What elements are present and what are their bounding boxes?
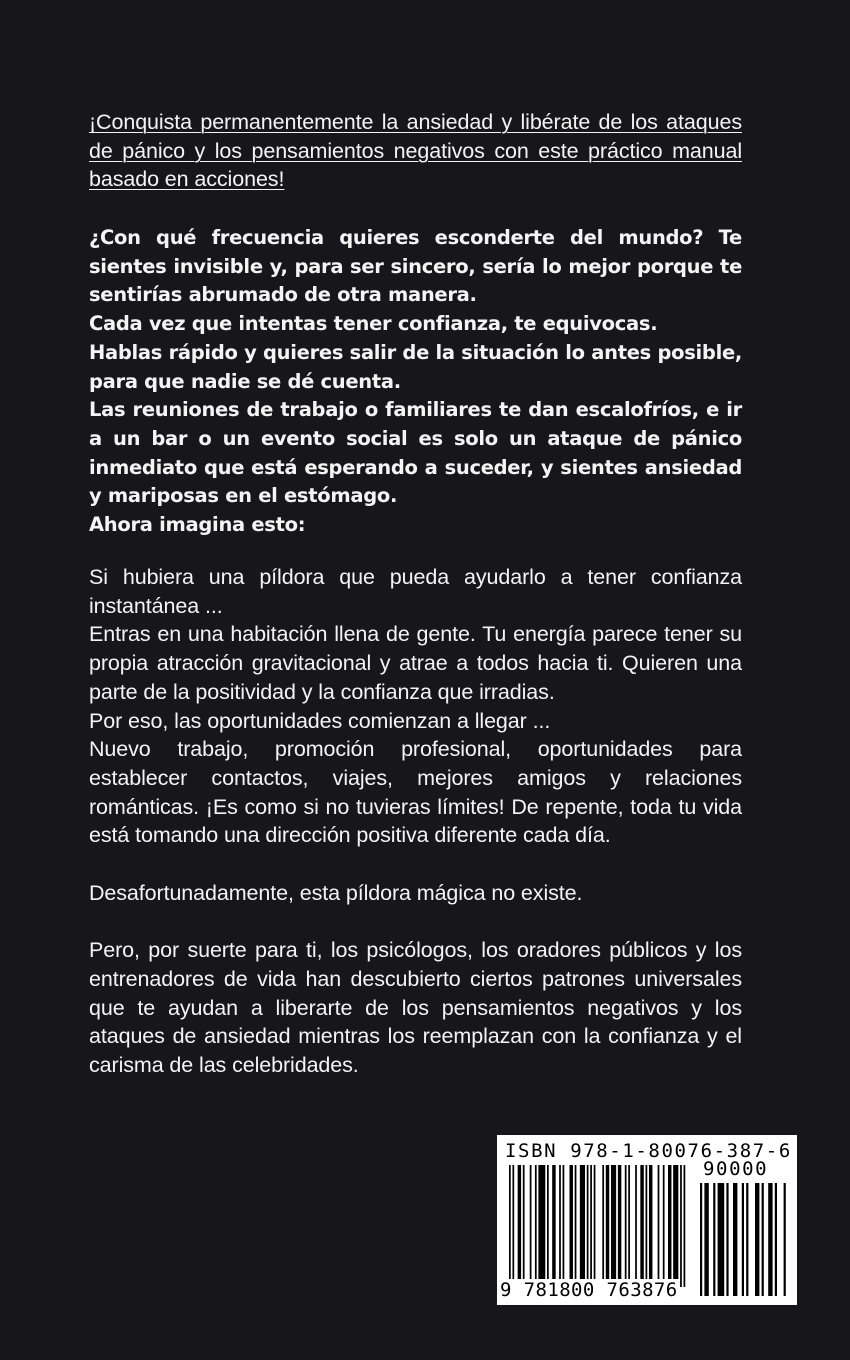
barcode-bar xyxy=(784,1183,786,1296)
body-paragraph: Por eso, las oportunidades comienzan a llegar ... xyxy=(89,708,551,733)
barcode-bar xyxy=(775,1183,777,1296)
barcode-bar xyxy=(602,1165,604,1287)
barcode-bar xyxy=(746,1183,748,1296)
barcode-bar xyxy=(559,1165,561,1287)
barcode-bar xyxy=(718,1183,725,1296)
barcode-bar xyxy=(590,1165,592,1287)
body-paragraph: Desafortunadamente, esta píldora mágica no existe. xyxy=(89,880,583,905)
barcode-bar xyxy=(680,1165,682,1287)
barcode-bar xyxy=(658,1165,660,1287)
body-paragraph: Entras en una habitación llena de gente. Tu energía parece tener su propia atracción gravitacional y atrae a todos hacia ti. Quieren una parte de la positividad y la confianza que irradias. xyxy=(89,622,742,704)
barcode-bar xyxy=(569,1165,572,1287)
body-paragraph: Si hubiera una píldora que pueda ayudarlo a tener confianza instantánea ... xyxy=(89,565,742,618)
body-paragraph: Pero, por suerte para ti, los psicólogos, los oradores públicos y los entrenadores de vida han descubierto ciertos patrones universales que te ayudan a liberarte de los pensamientos negativos y los ataques de ansiedad mientras los reemplazan con la confianza y el carisma de las celebridades. xyxy=(89,938,742,1077)
barcode-bar xyxy=(606,1165,609,1287)
bold-paragraph: Cada vez que intentas tener confianza, te equivocas. xyxy=(89,312,658,336)
barcode-bar xyxy=(704,1183,708,1296)
bold-paragraph: Ahora imagina esto: xyxy=(89,513,306,537)
isbn-barcode xyxy=(497,1135,797,1305)
barcode-bar xyxy=(628,1165,630,1287)
barcode-bar xyxy=(640,1165,643,1287)
barcode-bar xyxy=(755,1183,759,1296)
barcode-bar xyxy=(625,1165,627,1287)
barcode-bar xyxy=(742,1183,744,1296)
barcode-bar xyxy=(635,1165,637,1287)
barcode-bar xyxy=(649,1165,652,1287)
barcode-bar xyxy=(700,1183,702,1296)
barcode-bar xyxy=(668,1165,671,1287)
bold-paragraph: Las reuniones de trabajo o familiares te dan escalofríos, e ir a un bar o un evento social es solo un ataque de pánico inmediato que está esperando a suceder, y sientes ansiedad y mariposas en el estómago. xyxy=(89,398,742,508)
isbn-label: ISBN 978-1-80076-387-6 xyxy=(505,1140,792,1162)
barcode-bar xyxy=(684,1165,686,1287)
barcode-bar xyxy=(580,1165,585,1287)
regular-section xyxy=(89,563,742,1080)
barcode-bar xyxy=(713,1183,715,1296)
barcode-bar xyxy=(575,1165,577,1287)
barcode-bar xyxy=(547,1165,549,1287)
barcode-bar xyxy=(587,1165,589,1287)
bold-paragraph: Hablas rápido y quieres salir de la situación lo antes posible, para que nadie se dé cuenta. xyxy=(89,340,742,393)
barcode-bar xyxy=(509,1165,511,1287)
barcode-bar xyxy=(523,1165,525,1287)
intro-paragraph xyxy=(89,108,742,194)
ean-digits: 9 781800 763876 xyxy=(500,1279,678,1301)
barcode-addon-code: 90000 xyxy=(703,1158,769,1180)
barcode-bar xyxy=(733,1183,737,1296)
barcode-bar xyxy=(535,1165,537,1287)
barcode-bar xyxy=(518,1165,521,1287)
barcode-bar xyxy=(530,1165,532,1287)
barcode-bar xyxy=(611,1165,616,1287)
barcode-main-bars xyxy=(509,1165,687,1287)
barcode-bar xyxy=(768,1183,772,1296)
barcode-addon-bars xyxy=(700,1183,788,1296)
barcode-bar xyxy=(618,1165,621,1287)
barcode-bar xyxy=(673,1165,678,1287)
barcode-bar xyxy=(646,1165,648,1287)
barcode-bar xyxy=(726,1183,728,1296)
barcode-bar xyxy=(552,1165,555,1287)
bold-paragraph: ¿Con qué frecuencia quieres esconderte del mundo? Te sientes invisible y, para ser sincero, sería lo mejor porque te sentirías abrumado de otra manera. xyxy=(89,226,742,307)
barcode-bar xyxy=(512,1165,514,1287)
bold-section xyxy=(89,224,742,540)
barcode-bar xyxy=(762,1183,764,1296)
intro-text: ¡Conquista permanentemente la ansiedad y libérate de los ataques de pánico y los pensamientos negativos con este práctico manual basado en acciones! xyxy=(89,110,742,192)
barcode-bar xyxy=(594,1165,596,1287)
barcode-bar xyxy=(563,1165,565,1287)
barcode-bar xyxy=(538,1165,545,1287)
body-paragraph: Nuevo trabajo, promoción profesional, oportunidades para establecer contactos, viajes, mejores amigos y relaciones románticas. ¡Es como si no tuvieras límites! De repente, toda tu vida está tomando una dirección positiva diferente cada día. xyxy=(89,737,742,848)
barcode-bar xyxy=(663,1165,665,1287)
